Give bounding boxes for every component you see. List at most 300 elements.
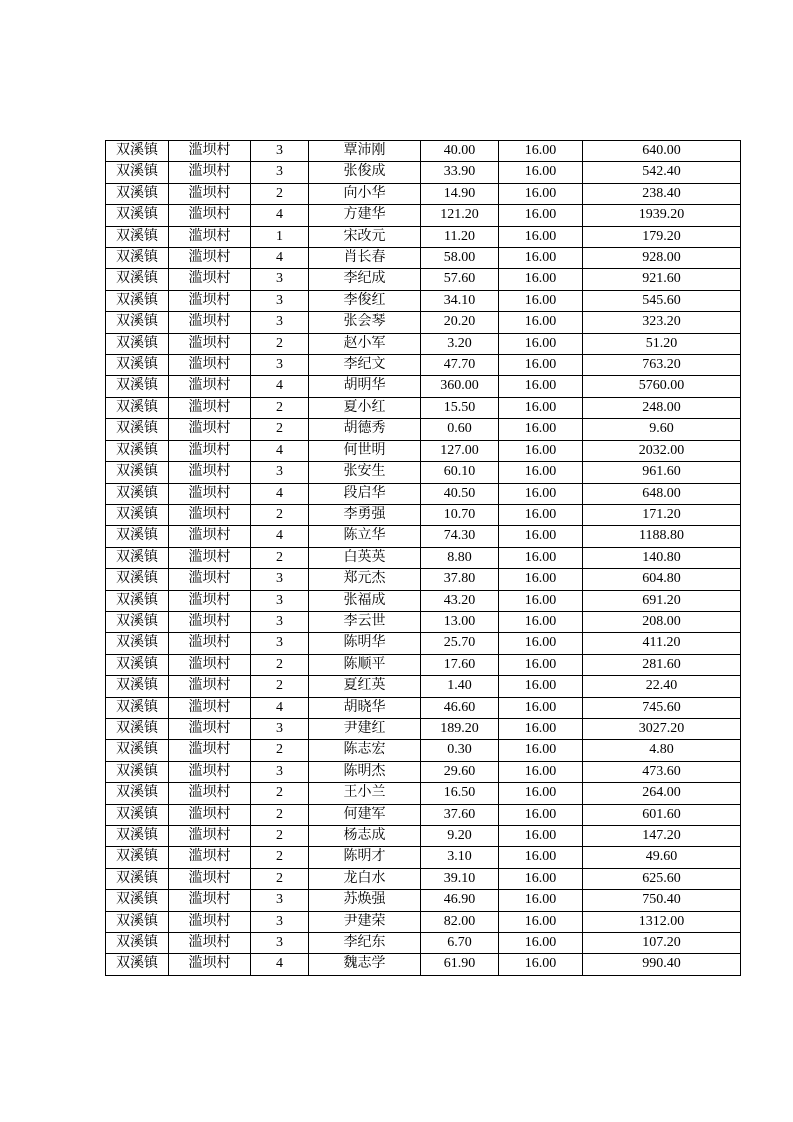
village-cell: 滥坝村 (169, 290, 251, 311)
town-cell: 双溪镇 (106, 269, 169, 290)
name-cell: 何世明 (309, 440, 421, 461)
name-cell: 覃沛刚 (309, 141, 421, 162)
amount-cell: 601.60 (583, 804, 741, 825)
village-cell: 滥坝村 (169, 440, 251, 461)
village-cell: 滥坝村 (169, 826, 251, 847)
count-cell: 4 (251, 440, 309, 461)
village-cell: 滥坝村 (169, 868, 251, 889)
quantity-cell: 8.80 (421, 547, 499, 568)
table-row (106, 205, 741, 226)
name-cell: 胡德秀 (309, 419, 421, 440)
town-cell: 双溪镇 (106, 440, 169, 461)
village-cell: 滥坝村 (169, 526, 251, 547)
amount-cell: 2032.00 (583, 440, 741, 461)
village-cell: 滥坝村 (169, 761, 251, 782)
town-cell: 双溪镇 (106, 141, 169, 162)
amount-cell: 990.40 (583, 954, 741, 975)
records-table-body (106, 141, 741, 976)
town-cell: 双溪镇 (106, 355, 169, 376)
table-row (106, 462, 741, 483)
unit-price-cell: 16.00 (499, 290, 583, 311)
name-cell: 段启华 (309, 483, 421, 504)
amount-cell: 147.20 (583, 826, 741, 847)
unit-price-cell: 16.00 (499, 248, 583, 269)
quantity-cell: 121.20 (421, 205, 499, 226)
table-row (106, 355, 741, 376)
quantity-cell: 58.00 (421, 248, 499, 269)
town-cell: 双溪镇 (106, 954, 169, 975)
amount-cell: 604.80 (583, 569, 741, 590)
name-cell: 方建华 (309, 205, 421, 226)
count-cell: 2 (251, 333, 309, 354)
amount-cell: 1188.80 (583, 526, 741, 547)
table-row (106, 590, 741, 611)
unit-price-cell: 16.00 (499, 718, 583, 739)
village-cell: 滥坝村 (169, 654, 251, 675)
unit-price-cell: 16.00 (499, 804, 583, 825)
unit-price-cell: 16.00 (499, 590, 583, 611)
amount-cell: 281.60 (583, 654, 741, 675)
count-cell: 3 (251, 141, 309, 162)
unit-price-cell: 16.00 (499, 376, 583, 397)
records-table (105, 140, 741, 976)
amount-cell: 1312.00 (583, 911, 741, 932)
village-cell: 滥坝村 (169, 269, 251, 290)
quantity-cell: 61.90 (421, 954, 499, 975)
table-row (106, 248, 741, 269)
table-row (106, 826, 741, 847)
count-cell: 4 (251, 526, 309, 547)
unit-price-cell: 16.00 (499, 761, 583, 782)
unit-price-cell: 16.00 (499, 697, 583, 718)
count-cell: 2 (251, 183, 309, 204)
count-cell: 2 (251, 740, 309, 761)
table-row (106, 654, 741, 675)
name-cell: 张俊成 (309, 162, 421, 183)
town-cell: 双溪镇 (106, 847, 169, 868)
table-row (106, 333, 741, 354)
village-cell: 滥坝村 (169, 504, 251, 525)
town-cell: 双溪镇 (106, 890, 169, 911)
unit-price-cell: 16.00 (499, 312, 583, 333)
table-row (106, 141, 741, 162)
unit-price-cell: 16.00 (499, 141, 583, 162)
amount-cell: 179.20 (583, 226, 741, 247)
quantity-cell: 43.20 (421, 590, 499, 611)
name-cell: 胡晓华 (309, 697, 421, 718)
count-cell: 3 (251, 633, 309, 654)
unit-price-cell: 16.00 (499, 847, 583, 868)
town-cell: 双溪镇 (106, 676, 169, 697)
unit-price-cell: 16.00 (499, 633, 583, 654)
name-cell: 李纪东 (309, 933, 421, 954)
count-cell: 2 (251, 676, 309, 697)
town-cell: 双溪镇 (106, 569, 169, 590)
town-cell: 双溪镇 (106, 826, 169, 847)
amount-cell: 961.60 (583, 462, 741, 483)
quantity-cell: 0.60 (421, 419, 499, 440)
quantity-cell: 0.30 (421, 740, 499, 761)
amount-cell: 3027.20 (583, 718, 741, 739)
count-cell: 3 (251, 590, 309, 611)
village-cell: 滥坝村 (169, 590, 251, 611)
table-row (106, 162, 741, 183)
amount-cell: 640.00 (583, 141, 741, 162)
village-cell: 滥坝村 (169, 611, 251, 632)
town-cell: 双溪镇 (106, 718, 169, 739)
table-row (106, 847, 741, 868)
unit-price-cell: 16.00 (499, 611, 583, 632)
table-row (106, 376, 741, 397)
table-row (106, 419, 741, 440)
town-cell: 双溪镇 (106, 526, 169, 547)
name-cell: 李俊红 (309, 290, 421, 311)
name-cell: 李纪文 (309, 355, 421, 376)
count-cell: 3 (251, 162, 309, 183)
quantity-cell: 46.60 (421, 697, 499, 718)
name-cell: 苏焕强 (309, 890, 421, 911)
count-cell: 2 (251, 397, 309, 418)
name-cell: 李纪成 (309, 269, 421, 290)
town-cell: 双溪镇 (106, 162, 169, 183)
table-row (106, 911, 741, 932)
name-cell: 向小华 (309, 183, 421, 204)
count-cell: 2 (251, 504, 309, 525)
name-cell: 龙白水 (309, 868, 421, 889)
village-cell: 滥坝村 (169, 847, 251, 868)
unit-price-cell: 16.00 (499, 547, 583, 568)
unit-price-cell: 16.00 (499, 676, 583, 697)
amount-cell: 22.40 (583, 676, 741, 697)
town-cell: 双溪镇 (106, 226, 169, 247)
unit-price-cell: 16.00 (499, 462, 583, 483)
town-cell: 双溪镇 (106, 911, 169, 932)
village-cell: 滥坝村 (169, 933, 251, 954)
table-row (106, 290, 741, 311)
table-row (106, 890, 741, 911)
table-row (106, 312, 741, 333)
village-cell: 滥坝村 (169, 333, 251, 354)
town-cell: 双溪镇 (106, 376, 169, 397)
name-cell: 郑元杰 (309, 569, 421, 590)
table-row (106, 740, 741, 761)
amount-cell: 625.60 (583, 868, 741, 889)
unit-price-cell: 16.00 (499, 740, 583, 761)
quantity-cell: 360.00 (421, 376, 499, 397)
quantity-cell: 11.20 (421, 226, 499, 247)
count-cell: 3 (251, 312, 309, 333)
quantity-cell: 16.50 (421, 783, 499, 804)
table-row (106, 397, 741, 418)
name-cell: 陈明杰 (309, 761, 421, 782)
count-cell: 3 (251, 611, 309, 632)
village-cell: 滥坝村 (169, 740, 251, 761)
quantity-cell: 57.60 (421, 269, 499, 290)
table-row (106, 718, 741, 739)
village-cell: 滥坝村 (169, 483, 251, 504)
village-cell: 滥坝村 (169, 183, 251, 204)
table-row (106, 269, 741, 290)
name-cell: 李云世 (309, 611, 421, 632)
name-cell: 尹建红 (309, 718, 421, 739)
count-cell: 3 (251, 718, 309, 739)
village-cell: 滥坝村 (169, 376, 251, 397)
amount-cell: 140.80 (583, 547, 741, 568)
village-cell: 滥坝村 (169, 676, 251, 697)
village-cell: 滥坝村 (169, 162, 251, 183)
table-row (106, 804, 741, 825)
name-cell: 陈明才 (309, 847, 421, 868)
village-cell: 滥坝村 (169, 205, 251, 226)
table-row (106, 697, 741, 718)
table-row (106, 226, 741, 247)
amount-cell: 1939.20 (583, 205, 741, 226)
town-cell: 双溪镇 (106, 633, 169, 654)
unit-price-cell: 16.00 (499, 783, 583, 804)
count-cell: 2 (251, 868, 309, 889)
village-cell: 滥坝村 (169, 783, 251, 804)
town-cell: 双溪镇 (106, 333, 169, 354)
table-row (106, 547, 741, 568)
quantity-cell: 46.90 (421, 890, 499, 911)
village-cell: 滥坝村 (169, 890, 251, 911)
name-cell: 尹建荣 (309, 911, 421, 932)
name-cell: 张会琴 (309, 312, 421, 333)
amount-cell: 928.00 (583, 248, 741, 269)
name-cell: 陈志宏 (309, 740, 421, 761)
count-cell: 3 (251, 355, 309, 376)
village-cell: 滥坝村 (169, 697, 251, 718)
unit-price-cell: 16.00 (499, 826, 583, 847)
amount-cell: 473.60 (583, 761, 741, 782)
unit-price-cell: 16.00 (499, 483, 583, 504)
town-cell: 双溪镇 (106, 761, 169, 782)
unit-price-cell: 16.00 (499, 890, 583, 911)
name-cell: 胡明华 (309, 376, 421, 397)
village-cell: 滥坝村 (169, 226, 251, 247)
quantity-cell: 60.10 (421, 462, 499, 483)
town-cell: 双溪镇 (106, 290, 169, 311)
quantity-cell: 3.10 (421, 847, 499, 868)
unit-price-cell: 16.00 (499, 419, 583, 440)
unit-price-cell: 16.00 (499, 569, 583, 590)
table-row (106, 526, 741, 547)
count-cell: 2 (251, 419, 309, 440)
name-cell: 陈立华 (309, 526, 421, 547)
amount-cell: 750.40 (583, 890, 741, 911)
name-cell: 李勇强 (309, 504, 421, 525)
count-cell: 2 (251, 654, 309, 675)
name-cell: 肖长春 (309, 248, 421, 269)
town-cell: 双溪镇 (106, 183, 169, 204)
quantity-cell: 20.20 (421, 312, 499, 333)
table-row (106, 440, 741, 461)
quantity-cell: 3.20 (421, 333, 499, 354)
unit-price-cell: 16.00 (499, 654, 583, 675)
table-row (106, 761, 741, 782)
town-cell: 双溪镇 (106, 248, 169, 269)
unit-price-cell: 16.00 (499, 504, 583, 525)
village-cell: 滥坝村 (169, 911, 251, 932)
town-cell: 双溪镇 (106, 397, 169, 418)
name-cell: 杨志成 (309, 826, 421, 847)
amount-cell: 51.20 (583, 333, 741, 354)
town-cell: 双溪镇 (106, 312, 169, 333)
village-cell: 滥坝村 (169, 718, 251, 739)
town-cell: 双溪镇 (106, 804, 169, 825)
table-row (106, 933, 741, 954)
quantity-cell: 37.80 (421, 569, 499, 590)
amount-cell: 323.20 (583, 312, 741, 333)
count-cell: 4 (251, 205, 309, 226)
count-cell: 2 (251, 847, 309, 868)
town-cell: 双溪镇 (106, 783, 169, 804)
table-row (106, 569, 741, 590)
village-cell: 滥坝村 (169, 397, 251, 418)
name-cell: 夏红英 (309, 676, 421, 697)
quantity-cell: 29.60 (421, 761, 499, 782)
amount-cell: 4.80 (583, 740, 741, 761)
table-row (106, 868, 741, 889)
count-cell: 3 (251, 290, 309, 311)
amount-cell: 49.60 (583, 847, 741, 868)
town-cell: 双溪镇 (106, 740, 169, 761)
town-cell: 双溪镇 (106, 547, 169, 568)
quantity-cell: 74.30 (421, 526, 499, 547)
quantity-cell: 15.50 (421, 397, 499, 418)
count-cell: 3 (251, 761, 309, 782)
unit-price-cell: 16.00 (499, 911, 583, 932)
town-cell: 双溪镇 (106, 419, 169, 440)
amount-cell: 921.60 (583, 269, 741, 290)
quantity-cell: 33.90 (421, 162, 499, 183)
table-row (106, 954, 741, 975)
count-cell: 3 (251, 890, 309, 911)
name-cell: 宋改元 (309, 226, 421, 247)
quantity-cell: 39.10 (421, 868, 499, 889)
amount-cell: 208.00 (583, 611, 741, 632)
unit-price-cell: 16.00 (499, 440, 583, 461)
name-cell: 何建军 (309, 804, 421, 825)
town-cell: 双溪镇 (106, 611, 169, 632)
amount-cell: 9.60 (583, 419, 741, 440)
count-cell: 3 (251, 269, 309, 290)
amount-cell: 648.00 (583, 483, 741, 504)
quantity-cell: 82.00 (421, 911, 499, 932)
amount-cell: 542.40 (583, 162, 741, 183)
quantity-cell: 189.20 (421, 718, 499, 739)
unit-price-cell: 16.00 (499, 397, 583, 418)
quantity-cell: 37.60 (421, 804, 499, 825)
unit-price-cell: 16.00 (499, 333, 583, 354)
table-row (106, 611, 741, 632)
count-cell: 2 (251, 783, 309, 804)
town-cell: 双溪镇 (106, 697, 169, 718)
amount-cell: 264.00 (583, 783, 741, 804)
count-cell: 4 (251, 248, 309, 269)
count-cell: 3 (251, 569, 309, 590)
name-cell: 赵小军 (309, 333, 421, 354)
town-cell: 双溪镇 (106, 590, 169, 611)
village-cell: 滥坝村 (169, 355, 251, 376)
quantity-cell: 34.10 (421, 290, 499, 311)
unit-price-cell: 16.00 (499, 868, 583, 889)
unit-price-cell: 16.00 (499, 269, 583, 290)
quantity-cell: 1.40 (421, 676, 499, 697)
count-cell: 2 (251, 547, 309, 568)
amount-cell: 763.20 (583, 355, 741, 376)
quantity-cell: 40.00 (421, 141, 499, 162)
town-cell: 双溪镇 (106, 654, 169, 675)
town-cell: 双溪镇 (106, 205, 169, 226)
quantity-cell: 127.00 (421, 440, 499, 461)
table-row (106, 483, 741, 504)
village-cell: 滥坝村 (169, 569, 251, 590)
village-cell: 滥坝村 (169, 419, 251, 440)
amount-cell: 5760.00 (583, 376, 741, 397)
quantity-cell: 17.60 (421, 654, 499, 675)
count-cell: 1 (251, 226, 309, 247)
name-cell: 夏小红 (309, 397, 421, 418)
amount-cell: 545.60 (583, 290, 741, 311)
quantity-cell: 14.90 (421, 183, 499, 204)
unit-price-cell: 16.00 (499, 526, 583, 547)
amount-cell: 691.20 (583, 590, 741, 611)
town-cell: 双溪镇 (106, 933, 169, 954)
quantity-cell: 47.70 (421, 355, 499, 376)
name-cell: 张福成 (309, 590, 421, 611)
name-cell: 王小兰 (309, 783, 421, 804)
name-cell: 魏志学 (309, 954, 421, 975)
count-cell: 4 (251, 954, 309, 975)
quantity-cell: 9.20 (421, 826, 499, 847)
unit-price-cell: 16.00 (499, 933, 583, 954)
town-cell: 双溪镇 (106, 462, 169, 483)
village-cell: 滥坝村 (169, 547, 251, 568)
amount-cell: 411.20 (583, 633, 741, 654)
unit-price-cell: 16.00 (499, 205, 583, 226)
amount-cell: 171.20 (583, 504, 741, 525)
town-cell: 双溪镇 (106, 868, 169, 889)
amount-cell: 107.20 (583, 933, 741, 954)
village-cell: 滥坝村 (169, 248, 251, 269)
amount-cell: 238.40 (583, 183, 741, 204)
count-cell: 4 (251, 697, 309, 718)
unit-price-cell: 16.00 (499, 162, 583, 183)
count-cell: 4 (251, 376, 309, 397)
unit-price-cell: 16.00 (499, 355, 583, 376)
count-cell: 4 (251, 483, 309, 504)
count-cell: 3 (251, 911, 309, 932)
count-cell: 2 (251, 826, 309, 847)
village-cell: 滥坝村 (169, 141, 251, 162)
table-row (106, 633, 741, 654)
town-cell: 双溪镇 (106, 483, 169, 504)
quantity-cell: 25.70 (421, 633, 499, 654)
name-cell: 张安生 (309, 462, 421, 483)
unit-price-cell: 16.00 (499, 226, 583, 247)
quantity-cell: 13.00 (421, 611, 499, 632)
village-cell: 滥坝村 (169, 633, 251, 654)
table-row (106, 504, 741, 525)
table-row (106, 783, 741, 804)
quantity-cell: 40.50 (421, 483, 499, 504)
count-cell: 3 (251, 933, 309, 954)
village-cell: 滥坝村 (169, 312, 251, 333)
table-row (106, 676, 741, 697)
amount-cell: 745.60 (583, 697, 741, 718)
quantity-cell: 10.70 (421, 504, 499, 525)
